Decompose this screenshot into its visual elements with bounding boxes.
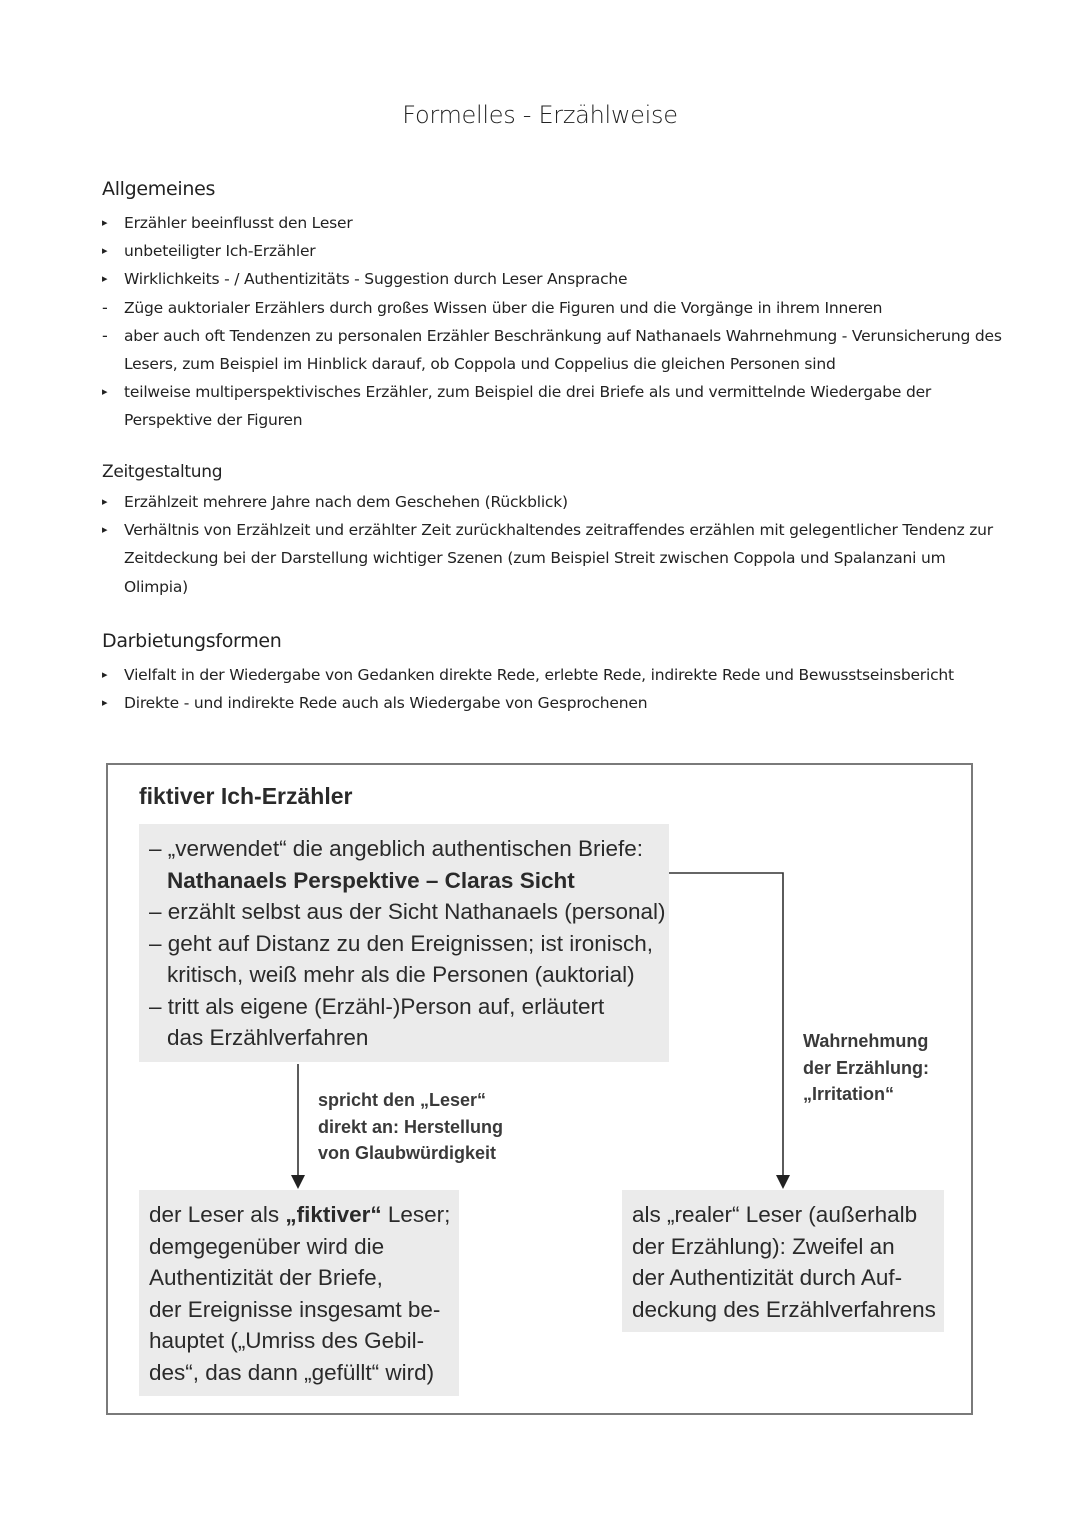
list-item: ▸ Verhältnis von Erzählzeit und erzählter Zeit zurückhaltendes zeitraffendes erzählen mit gelegentlicher Tendenz zur Zeitdeckung bei der Darstellung wichtiger Szenen (zum Beispiel Streit zwischen Coppola und Spalanzani um Olimpia) (102, 516, 1002, 601)
fictive-reader-line: der Leser als „fiktiver“ Leser; (149, 1202, 451, 1227)
right-arrow-line (669, 873, 783, 1176)
list-item: - Züge auktorialer Erzählers durch großes Wissen über die Figuren und die Vorgänge in ihrem Inneren (102, 294, 1002, 322)
fictive-reader-line: der Ereignisse insgesamt be- (149, 1296, 441, 1322)
dash-icon: - (102, 297, 108, 317)
bullet-icon: ▸ (102, 385, 108, 399)
bullet-icon: ▸ (102, 244, 108, 258)
list-item: ▸ Erzähler beeinflusst den Leser (102, 209, 1002, 237)
right-arrowhead-icon (776, 1175, 790, 1189)
list-item: ▸ Wirklichkeits - / Authentizitäts - Suggestion durch Leser Ansprache (102, 265, 1002, 293)
list-item: ▸ Direkte - und indirekte Rede auch als Wiedergabe von Gesprochenen (102, 689, 1002, 717)
left-arrow-label: spricht den „Leser“ direkt an: Herstellung von Glaubwürdigkeit (318, 1090, 504, 1163)
real-reader-line: als „realer“ Leser (außerhalb (632, 1202, 918, 1227)
narrator-line: das Erzählverfahren (167, 1025, 369, 1050)
list-item: ▸ teilweise multiperspektivisches Erzähler, zum Beispiel die drei Briefe als und vermittelnde Wiedergabe der Perspektive der Figuren (102, 378, 1002, 434)
list-item: - aber auch oft Tendenzen zu personalen Erzähler Beschränkung auf Nathanaels Wahrnehmung - Verunsicherung des Lesers, zum Beispiel im Hinblick darauf, ob Coppola und Coppelius die gleichen Personen sind (102, 322, 1002, 378)
bullet-icon: ▸ (102, 495, 108, 508)
dash-icon: - (102, 325, 108, 345)
narrator-line: – geht auf Distanz zu den Ereignissen; ist ironisch, (149, 930, 654, 956)
list-item: ▸ Erzählzeit mehrere Jahre nach dem Geschehen (Rückblick) (102, 488, 1002, 516)
page-title: Formelles - Erzählweise (402, 101, 678, 129)
section-heading-zeitgestaltung: Zeitgestaltung (102, 462, 223, 482)
list-item: ▸ Vielfalt in der Wiedergabe von Gedanken direkte Rede, erlebte Rede, indirekte Rede und Bewusstseinsbericht (102, 661, 1002, 689)
list-item: ▸ unbeteiligter Ich-Erzähler (102, 237, 1002, 265)
bullet-icon: ▸ (102, 216, 108, 229)
section-heading-darbietungsformen: Darbietungsformen (102, 630, 282, 652)
section-heading-allgemeines: Allgemeines (102, 178, 216, 200)
narrator-line-bold: Nathanaels Perspektive – Claras Sicht (167, 867, 575, 893)
narrator-line: – erzählt selbst aus der Sicht Nathanaels (personal) (149, 899, 666, 924)
fictive-reader-line: Authentizität der Briefe, (149, 1265, 383, 1290)
real-reader-line: der Erzählung): Zweifel an (632, 1233, 895, 1259)
bullet-icon: ▸ (102, 668, 108, 681)
fictive-reader-line: des“, das dann „gefüllt“ wird) (149, 1359, 435, 1385)
fictive-reader-line: hauptet („Umriss des Gebil- (149, 1328, 425, 1353)
fictive-reader-line: demgegenüber wird die (149, 1233, 385, 1259)
narrator-line: – tritt als eigene (Erzähl-)Person auf, erläutert (149, 993, 605, 1019)
bullet-icon: ▸ (102, 523, 108, 537)
real-reader-line: der Authentizität durch Auf- (632, 1265, 903, 1290)
narrator-line: kritisch, weiß mehr als die Personen (auktorial) (167, 962, 635, 987)
real-reader-line: deckung des Erzählverfahrens (632, 1296, 936, 1322)
narrator-line: – „verwendet“ die angeblich authentischen Briefe: (149, 836, 644, 861)
bullet-icon: ▸ (102, 272, 108, 286)
bullet-icon: ▸ (102, 696, 108, 710)
diagram-title: fiktiver Ich-Erzähler (139, 783, 353, 809)
right-arrow-label: Wahrnehmung der Erzählung: „Irritation“ (803, 1031, 930, 1104)
left-arrowhead-icon (291, 1175, 305, 1189)
